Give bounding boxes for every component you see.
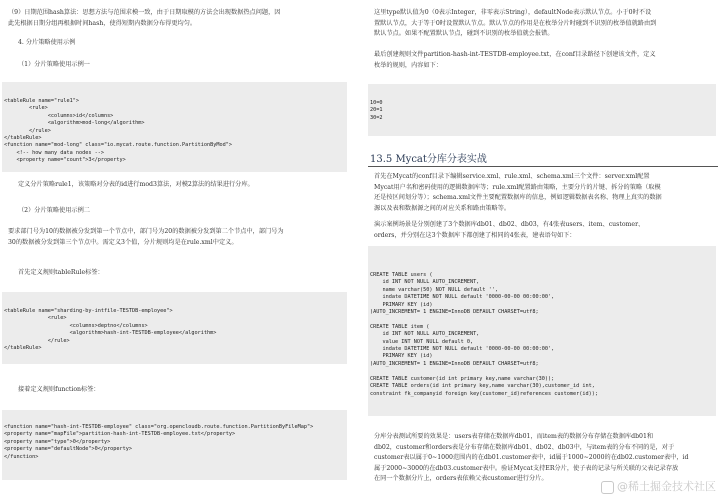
left-page: [2, 0, 354, 496]
code-block-rule1: <tableRule name="rule1"> <rule> <columns>id</columns> <algorithm>mod-long</algorithm> </rule> </tableRule> <function name="mod-long" class="io.mycat.route.function.PartitionByMod"> <!-- how many data nodes --> <property name="count">3</property>: [2, 82, 347, 172]
example2-description: 要求部门号为10的数据被分发到第一个节点中，部门号为20的数据被分发到第二个节点中，部门号为 30的数据被分发到第三个节点中。需定义3个值，分片规则均是在rule.xml中定义。: [8, 228, 284, 246]
code-block-sql: CREATE TABLE users ( id INT NOT NULL AUTO_INCREMENT, name varchar(50) NOT NULL default '', indate DATETIME NOT NULL default '0000-00-00 00:00:00', PRIMARY KEY (id) )AUTO_INCREMENT= 1 ENGINE=InnoDB DEFAULT CHARSET=utf8; CREATE TABLE item ( id INT NOT NULL AUTO_INCREMENT, value INT NOT NULL default 0, indate DATETIME NOT NULL default '0000-00-00 00:00:00', PRIMARY KEY (id) )AUTO_INCREMENT= 1 ENGINE=InnoDB DEFAULT CHARSET=utf8; CREATE TABLE customer(id int primary key,name varchar(30)); CREATE TABLE orders(id int primary key,name varchar(30),customer_id int, constraint fk_companyid foreign key(customer_id)references customer(id));: [368, 246, 716, 416]
tablerule-intro: 首先定义规则tableRule标签：: [18, 269, 104, 276]
section-heading-examples: 4. 分片策略使用示例: [18, 39, 76, 46]
code-block-mapfile: 10=0 20=1 30=2: [368, 84, 716, 136]
type-paragraph: 这里type默认值为0（0表示Integer，非零表示String），defaultNode表示默认节点。小于0时不设 置默认节点，大于等于0时设置默认节点。默认节点的作用是在枚举分片时碰到不识别的枚举值就路由到 默认节点。如果不配置默认节点，碰到不识别的枚举值就会报错。: [374, 9, 657, 37]
watermark-text: @稀土掘金技术社区: [617, 480, 716, 493]
watermark: [601, 478, 716, 494]
demo-paragraph: 演示案例场景是分别创建了3个数据库db01、db02、db03，有4张表users、item、customer、 orders，并分别在这3个数据库下都创建了相同的4张表，建表语句如下：: [374, 221, 645, 239]
code-block-function: <function name="hash-int-TESTDB-employee" class="org.opencloudb.route.function.PartitionByFileMap"> <property name="mapFile">partition-hash-int-TESTDB-employee.txt</property> <property name="type">0</property> <property name="defaultNode">0</property> </function>: [2, 410, 347, 480]
config-paragraph: 首先在Mycat的conf目录下编辑service.xml、rule.xml、schema.xml三个文件：server.xml配置 Mycat用户名和密码使用的逻辑数据库等；rule.xml配置路由策略，主要分片的片键、拆分的策略（取模 还是按区间划分等）；schema.xml文件主要配置数据库的信息，例如逻辑数据表名称、物理上真实的数据 源以及表和数据源之间的对应关系和路由策略等。: [374, 173, 662, 212]
section-title: 13.5 Mycat分库分表实战: [370, 154, 487, 165]
watermark-logo-icon: [601, 481, 614, 494]
example1-description: 定义分片策略rule1，该策略对分表的id进行mod3算法，对模2算法的结果进行分库。: [18, 181, 254, 188]
function-intro: 接着定义规则function标签：: [18, 386, 100, 393]
mapfile-paragraph: 最后创建规则文件partition-hash-int-TESTDB-employee.txt，在conf目录路径下创建该文件，定义 枚举的规则，内容如下：: [374, 51, 656, 69]
test-paragraph: 分库分表测试所要的效果是：users表存储在数据库db01，而item表的数据分布存储在数据库db01和 db02，customer和orders表是分布存储在数据库db01、db02、db03中，与item表的分布不同的是，对于 customer表以属于0~1000范围内的在db01.customer表中，id属于1000~2000的在db02.customer表中，id 属于2000~3000的在db03.customer表中。验证Mycat支持ER分片，使子表的记录与所关联的父表记录存放 在同一个数据分片上，orders表依赖父表customer进行分片。: [374, 433, 689, 482]
right-page: [368, 0, 718, 496]
intro-paragraph: （9）日期范围hash算法：思想方法与范围求模一致，由于日期取模的方法会出现数据热点问题，因 此先根据日期分组再根据时间hash，使得短期内数据分布得更均匀。: [8, 9, 281, 27]
code-block-tablerule: <tableRule name="sharding-by-intfile-TESTDB-employee"> <rule> <columns>deptno</columns> <algorithm>hash-int-TESTDB-employee</algorithm> </rule> </tableRule>: [2, 292, 347, 364]
example2-heading: （2）分片策略使用示例二: [18, 207, 90, 214]
example1-heading: （1）分片策略使用示例一: [18, 61, 90, 68]
section-divider: [368, 166, 718, 167]
